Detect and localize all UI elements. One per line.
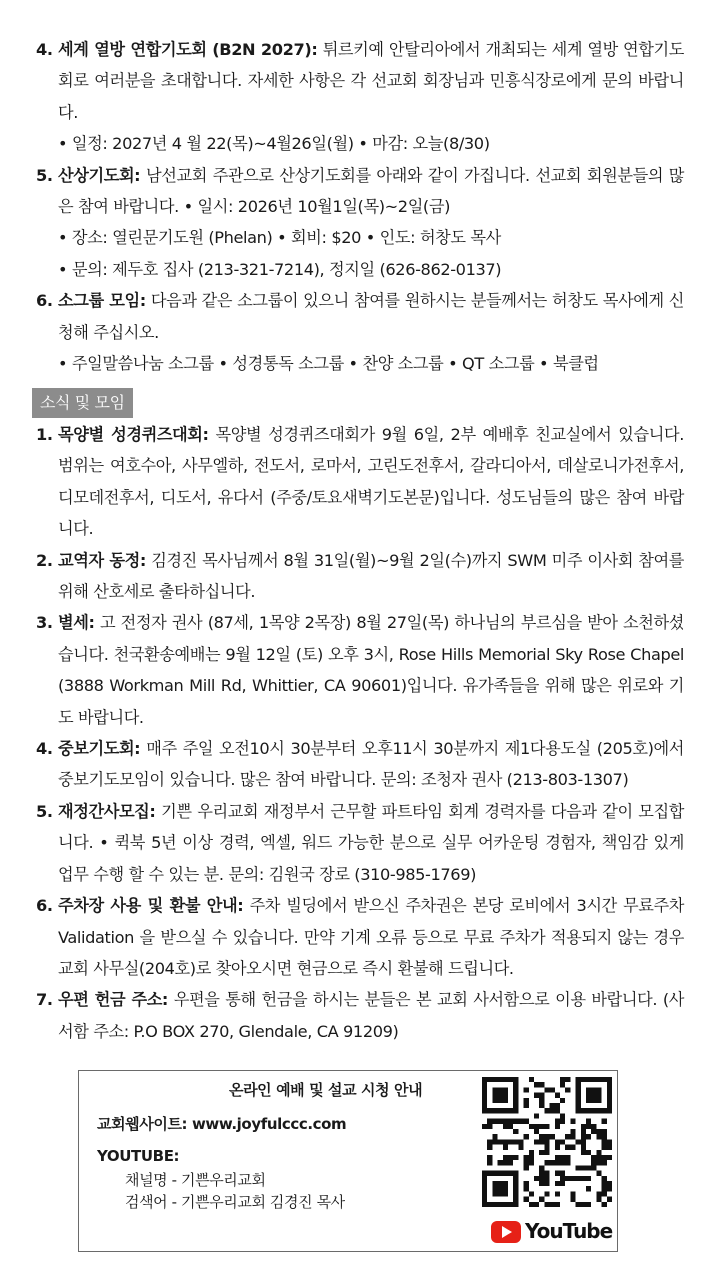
item-detail: • 문의: 제두호 집사 (213-321-7214), 정지일 (626-862-0137): [58, 259, 502, 279]
youtube-logo-text: YouTube: [525, 1219, 613, 1243]
news-parking: [36, 890, 684, 984]
item-title: 별세:: [58, 613, 95, 633]
news-intercessory-prayer: [36, 733, 684, 796]
item-number: 3.: [36, 613, 53, 633]
item-detail: • 일정: 2027년 4 월 22(목)~4월26일(월) • 마감: 오늘(8/30): [58, 134, 490, 154]
item-title: 세계 열방 연합기도회 (B2N 2027):: [58, 40, 318, 59]
news-mail-offering: [36, 984, 684, 1047]
item-number: 5.: [36, 801, 53, 821]
item-number: 5.: [36, 165, 53, 185]
item-number: 7.: [36, 990, 53, 1010]
item-number: 4.: [36, 739, 53, 759]
section-header: [32, 388, 133, 418]
online-worship-box: [78, 1070, 618, 1252]
announcement-small-groups: [36, 285, 684, 379]
youtube-channel: 채널명 - 기쁜우리교회: [125, 1171, 266, 1189]
item-number: 2.: [36, 550, 53, 570]
youtube-keyword: 검색어 - 기쁜우리교회 김경진 목사: [125, 1193, 345, 1211]
item-title: 우편 헌금 주소:: [58, 990, 169, 1010]
item-number: 4.: [36, 40, 53, 59]
qr-code-icon[interactable]: [482, 1077, 612, 1207]
item-number: 6.: [36, 291, 53, 311]
news-finance-hiring: [36, 796, 684, 890]
item-title: 산상기도회:: [58, 165, 141, 185]
news-obituary: [36, 607, 684, 733]
item-title: 교역자 동정:: [58, 550, 146, 570]
news-bible-quiz: [36, 419, 684, 545]
item-title: 주차장 사용 및 환불 안내:: [58, 896, 244, 916]
announcement-b2n: [36, 34, 684, 160]
youtube-heading: YOUTUBE:: [97, 1147, 180, 1165]
item-number: 1.: [36, 425, 53, 444]
item-number: 6.: [36, 896, 53, 916]
announcement-mountain-prayer: [36, 160, 684, 286]
item-body: 매주 주일 오전10시 30분부터 오후11시 30분까지 제1다용도실 (205호)에서 중보기도모임이 있습니다. 많은 참여 바랍니다. 문의: 조청자 권사 (213-803-1307): [58, 739, 685, 790]
item-body: 다음과 같은 소그룹이 있으니 참여를 원하시는 분들께서는 허창도 목사에게 신청해 주십시오.: [58, 291, 684, 342]
item-body: 목양별 성경퀴즈대회가 9월 6일, 2부 예배후 친교실에서 있습니다. 범위는 여호수아, 사무엘하, 전도서, 로마서, 고린도전후서, 갈라디아서, 데살로니가전후서, 디모데전후서, 디도서, 유다서 (주중/토요새벽기도본문)입니다. 성도님들의 많은 참여 바랍니다.: [58, 425, 684, 539]
item-detail: • 장소: 열린문기도원 (Phelan) • 회비: $20 • 인도: 허창도 목사: [58, 228, 501, 248]
item-body: 기쁜 우리교회 재정부서 근무할 파트타임 회계 경력자를 다음과 같이 모집합니다. • 퀵북 5년 이상 경력, 엑셀, 워드 가능한 분으로 실무 어카운팅 경험자, 책임감 있게 업무 수행 할 수 있는 분. 문의: 김원국 장로 (310-985-1769): [58, 801, 685, 884]
announcements-top: [36, 34, 684, 379]
section-badge: 소식 및 모임: [32, 388, 133, 418]
item-body: 튀르키예 안탈리아에서 개최되는 세계 열방 연합기도회로 여러분을 초대합니다. 자세한 사항은 각 선교회 회장님과 민흥식장로에게 문의 바랍니다.: [58, 40, 684, 122]
item-body: 주차 빌딩에서 받으신 주차권은 본당 로비에서 3시간 무료주차 Validation 을 받으실 수 있습니다. 만약 기계 오류 등으로 무료 주차가 적용되지 않는 경우 교회 사무실(204호)로 찾아오시면 현금으로 즉시 환불해 드립니다.: [58, 896, 684, 978]
item-body: 남선교회 주관으로 산상기도회를 아래와 같이 가집니다. 선교회 회원분들의 많은 참여 바랍니다. • 일시: 2026년 10월1일(목)~2일(금): [58, 165, 685, 217]
website-link[interactable]: 교회웹사이트: www.joyfulccc.com: [97, 1115, 347, 1133]
item-body: 고 전정자 권사 (87세, 1목양 2목장) 8월 27일(목) 하나님의 부르심을 받아 소천하셨습니다. 천국환송예배는 9월 12일 (토) 오후 3시, Rose Hills Memorial Sky Rose Chapel (3888 Workman Mill Rd, Whittier, CA 90601)입니다. 유가족들을 위해 많은 위로와 기도 바랍니다.: [58, 613, 685, 727]
item-body: 우편을 통해 헌금을 하시는 분들은 본 교회 사서함으로 이용 바랍니다. (사서함 주소: P.O BOX 270, Glendale, CA 91209): [58, 990, 685, 1041]
news-list: [36, 419, 684, 1047]
item-title: 중보기도회:: [58, 739, 141, 759]
online-box-title: 온라인 예배 및 설교 시청 안내: [229, 1081, 423, 1099]
youtube-play-icon: [491, 1221, 521, 1243]
news-pastor-schedule: [36, 545, 684, 608]
youtube-logo[interactable]: [491, 1219, 613, 1245]
item-title: 목양별 성경퀴즈대회:: [58, 425, 209, 444]
item-title: 소그룹 모임:: [58, 291, 146, 311]
item-title: 재정간사모집:: [58, 801, 156, 821]
item-detail: • 주일말씀나눔 소그룹 • 성경통독 소그룹 • 찬양 소그룹 • QT 소그룹 • 북클럽: [58, 354, 599, 374]
item-body: 김경진 목사님께서 8월 31일(월)~9월 2일(수)까지 SWM 미주 이사회 참여를 위해 산호세로 출타하십니다.: [58, 550, 684, 602]
